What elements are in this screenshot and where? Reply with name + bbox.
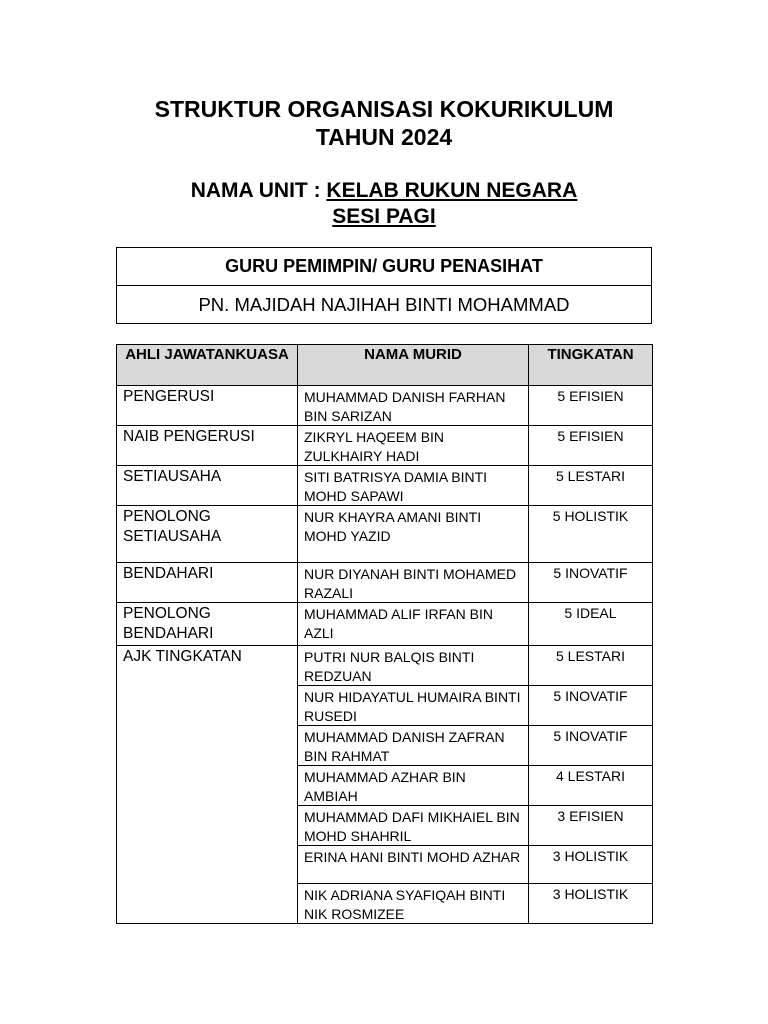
student-cell: MUHAMMAD ALIF IRFAN BIN AZLI	[298, 603, 529, 646]
table-row	[117, 603, 653, 646]
student-cell: NUR DIYANAH BINTI MOHAMED RAZALI	[298, 563, 529, 603]
form-cell: 3 EFISIEN	[529, 806, 653, 846]
student-cell: MUHAMMAD DANISH FARHAN BIN SARIZAN	[298, 386, 529, 426]
post-cell: PENGERUSI	[117, 386, 298, 426]
student-cell: NIK ADRIANA SYAFIQAH BINTI NIK ROSMIZEE	[298, 884, 529, 924]
document-year: TAHUN 2024	[315, 124, 453, 150]
session-name: SESI PAGI	[332, 205, 436, 228]
form-cell: 5 LESTARI	[529, 466, 653, 506]
student-cell: NUR HIDAYATUL HUMAIRA BINTI RUSEDI	[298, 686, 529, 726]
student-cell: MUHAMMAD DANISH ZAFRAN BIN RAHMAT	[298, 726, 529, 766]
table-row	[117, 426, 653, 466]
advisor-table	[116, 247, 652, 324]
ajk-post-cell: AJK TINGKATAN	[117, 646, 298, 924]
form-cell: 5 LESTARI	[529, 646, 653, 686]
student-cell: ERINA HANI BINTI MOHD AZHAR	[298, 846, 529, 884]
table-row	[117, 646, 653, 686]
student-cell: NUR KHAYRA AMANI BINTI MOHD YAZID	[298, 506, 529, 563]
table-row	[117, 466, 653, 506]
session-line	[0, 203, 768, 231]
form-cell: 5 IDEAL	[529, 603, 653, 646]
post-cell: NAIB PENGERUSI	[117, 426, 298, 466]
student-cell: PUTRI NUR BALQIS BINTI REDZUAN	[298, 646, 529, 686]
committee-header-row	[117, 345, 653, 386]
document-title: STRUKTUR ORGANISASI KOKURIKULUM	[154, 96, 614, 122]
table-row	[117, 506, 653, 563]
student-cell: ZIKRYL HAQEEM BIN ZULKHAIRY HADI	[298, 426, 529, 466]
form-cell: 5 EFISIEN	[529, 386, 653, 426]
column-header-post: AHLI JAWATANKUASA	[117, 345, 298, 386]
form-cell: 5 INOVATIF	[529, 563, 653, 603]
unit-line	[0, 177, 768, 205]
unit-label: NAMA UNIT :	[190, 179, 327, 202]
student-cell: MUHAMMAD AZHAR BIN AMBIAH	[298, 766, 529, 806]
form-cell: 5 HOLISTIK	[529, 506, 653, 563]
post-cell: BENDAHARI	[117, 563, 298, 603]
table-row	[117, 386, 653, 426]
form-cell: 4 LESTARI	[529, 766, 653, 806]
committee-table	[116, 344, 653, 924]
form-cell: 5 INOVATIF	[529, 726, 653, 766]
post-cell: SETIAUSAHA	[117, 466, 298, 506]
advisor-name: PN. MAJIDAH NAJIHAH BINTI MOHAMMAD	[117, 286, 652, 324]
form-cell: 5 INOVATIF	[529, 686, 653, 726]
form-cell: 5 EFISIEN	[529, 426, 653, 466]
column-header-form: TINGKATAN	[529, 345, 653, 386]
table-row	[117, 563, 653, 603]
unit-name: KELAB RUKUN NEGARA	[326, 179, 578, 202]
student-cell: SITI BATRISYA DAMIA BINTI MOHD SAPAWI	[298, 466, 529, 506]
form-cell: 3 HOLISTIK	[529, 884, 653, 924]
post-cell: PENOLONG SETIAUSAHA	[117, 506, 298, 563]
form-cell: 3 HOLISTIK	[529, 846, 653, 884]
post-cell: PENOLONG BENDAHARI	[117, 603, 298, 646]
advisor-heading: GURU PEMIMPIN/ GURU PENASIHAT	[117, 248, 652, 286]
student-cell: MUHAMMAD DAFI MIKHAIEL BIN MOHD SHAHRIL	[298, 806, 529, 846]
column-header-student: NAMA MURID	[298, 345, 529, 386]
